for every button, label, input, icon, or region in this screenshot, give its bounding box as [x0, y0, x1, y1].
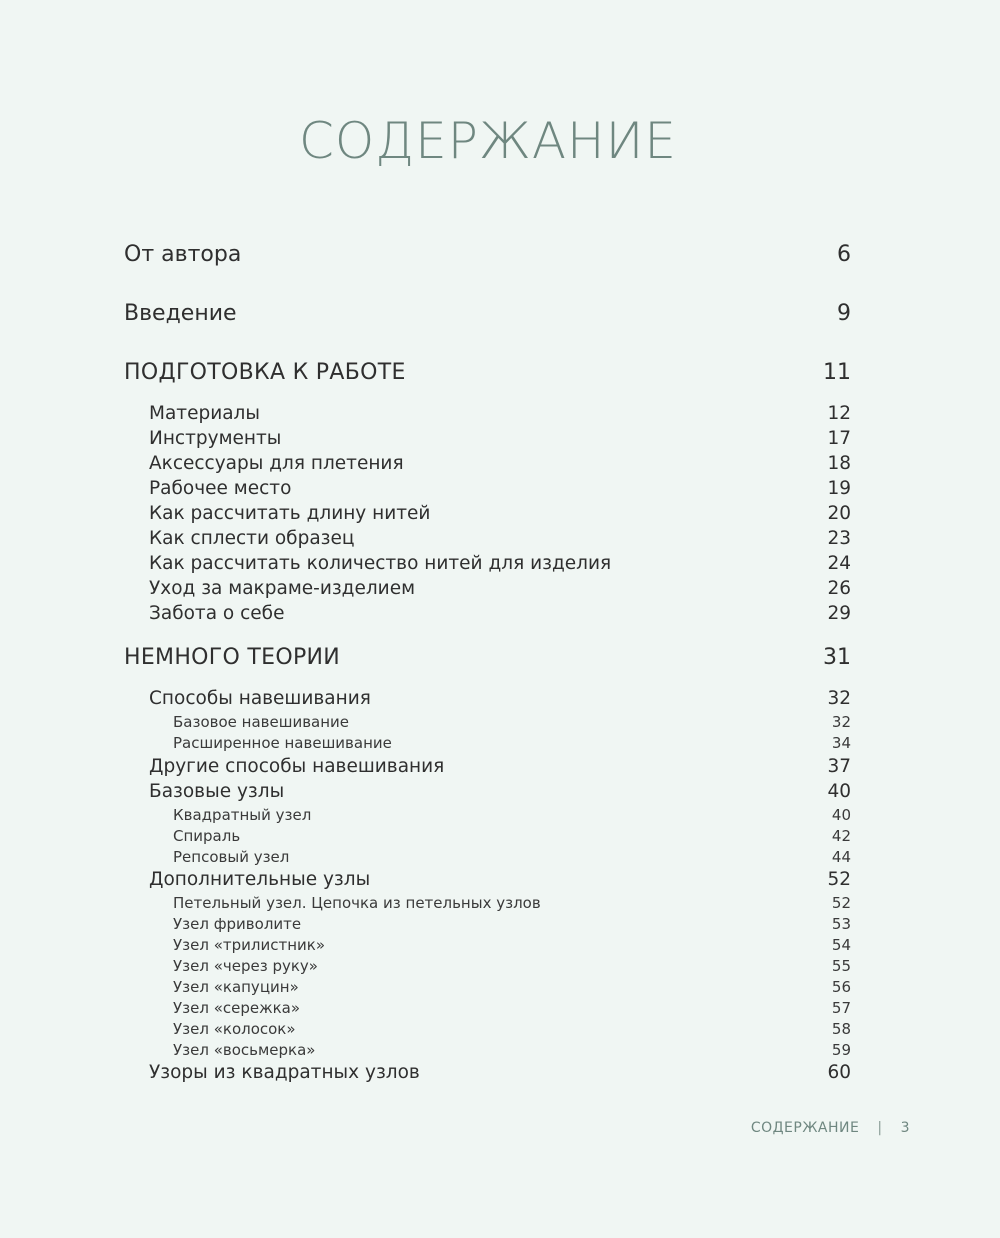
toc-entry-other-hanging[interactable] — [149, 756, 851, 781]
toc-entry-page: 17 — [827, 428, 851, 449]
toc-entry-page: 26 — [827, 578, 851, 599]
toc-entry-label: Узоры из квадратных узлов — [149, 1062, 420, 1083]
toc-entry[interactable] — [149, 453, 851, 478]
toc-entry-extra-knots[interactable] — [149, 869, 851, 894]
toc-subentry-page: 57 — [831, 999, 851, 1017]
toc-subentry-label: Узел фриволите — [173, 915, 302, 933]
toc-entry-author[interactable] — [124, 242, 851, 274]
footer-separator: | — [877, 1120, 883, 1136]
toc-entry-label: Как рассчитать длину нитей — [149, 503, 431, 524]
toc-entry-label: Аксессуары для плетения — [149, 453, 404, 474]
toc-subentry-page: 54 — [831, 936, 851, 954]
toc-subentry[interactable] — [173, 999, 851, 1020]
page-footer — [751, 1120, 910, 1136]
footer-section-title: СОДЕРЖАНИЕ — [750, 1120, 860, 1136]
toc-subentry-page: 52 — [831, 894, 851, 912]
toc-entry-label: Уход за макраме-изделием — [149, 578, 416, 599]
toc-subentry-page: 53 — [831, 915, 851, 933]
toc-subentry[interactable] — [173, 734, 851, 755]
toc-entry-page: 40 — [827, 781, 851, 802]
toc-entry-label: Инструменты — [149, 428, 282, 449]
toc-entry-label: Как сплести образец — [149, 528, 355, 549]
toc-subentry-page: 44 — [831, 848, 851, 866]
toc-entry-page: 60 — [827, 1062, 851, 1083]
toc-subentry-label: Петельный узел. Цепочка из петельных узлов — [173, 894, 541, 912]
toc-subentry-page: 55 — [831, 957, 851, 975]
page-title: СОДЕРЖАНИЕ — [299, 112, 677, 170]
toc-subentry[interactable] — [173, 806, 851, 827]
toc-entry[interactable] — [149, 603, 851, 628]
toc-entry[interactable] — [149, 528, 851, 553]
toc-entry-label: Дополнительные узлы — [149, 869, 371, 890]
toc-subentry-label: Узел «восьмерка» — [173, 1041, 316, 1059]
toc-entry-page: 18 — [827, 453, 851, 474]
toc-entry-label: Материалы — [149, 403, 260, 424]
toc-subentry-page: 56 — [831, 978, 851, 996]
toc-entry-page: 37 — [827, 756, 851, 777]
toc-entry-hanging[interactable] — [149, 688, 851, 713]
toc-entry-label: Рабочее место — [149, 478, 292, 499]
footer-page-number: 3 — [900, 1120, 910, 1136]
toc-entry-label: Другие способы навешивания — [149, 756, 445, 777]
toc-entry-page: 52 — [827, 869, 851, 890]
toc-subentry[interactable] — [173, 957, 851, 978]
toc-entry[interactable] — [149, 478, 851, 503]
toc-subentry[interactable] — [173, 713, 851, 734]
toc-subentry-label: Квадратный узел — [173, 806, 312, 824]
toc-entry-intro[interactable] — [124, 301, 851, 333]
toc-entry-label: Как рассчитать количество нитей для изделия — [149, 553, 612, 574]
toc-entry-label: Введение — [124, 301, 237, 326]
toc-subentry[interactable] — [173, 915, 851, 936]
toc-subentry-page: 32 — [831, 713, 851, 731]
toc-section-prep[interactable] — [124, 360, 851, 392]
toc-subentry[interactable] — [173, 1041, 851, 1062]
toc-section-theory[interactable] — [124, 645, 851, 677]
toc-subentry[interactable] — [173, 978, 851, 999]
toc-subentry[interactable] — [173, 1020, 851, 1041]
toc-section-label: НЕМНОГО ТЕОРИИ — [124, 645, 341, 670]
toc-entry-page: 9 — [837, 301, 851, 326]
toc-entry-page: 6 — [837, 242, 851, 267]
toc-entry[interactable] — [149, 503, 851, 528]
toc-entry-label: Базовые узлы — [149, 781, 285, 802]
toc-section-page: 31 — [823, 645, 851, 670]
toc-subentry-page: 42 — [831, 827, 851, 845]
toc-entry[interactable] — [149, 403, 851, 428]
toc-entry-label: Способы навешивания — [149, 688, 371, 709]
toc-entry-basic-knots[interactable] — [149, 781, 851, 806]
toc-entry-square-patterns[interactable] — [149, 1062, 851, 1087]
toc-subentry-page: 40 — [831, 806, 851, 824]
toc-subentry[interactable] — [173, 848, 851, 869]
toc-entry-page: 19 — [827, 478, 851, 499]
toc-entry-page: 23 — [827, 528, 851, 549]
toc-entry-label: Забота о себе — [149, 603, 285, 624]
toc-subentry-page: 59 — [831, 1041, 851, 1059]
toc-entry-page: 24 — [827, 553, 851, 574]
toc-subentry-label: Расширенное навешивание — [173, 734, 392, 752]
toc-subentry[interactable] — [173, 827, 851, 848]
toc-subentry-label: Узел «капуцин» — [173, 978, 299, 996]
toc-subentry-label: Базовое навешивание — [173, 713, 350, 731]
toc-subentry-label: Узел «через руку» — [173, 957, 318, 975]
toc-subentry-label: Репсовый узел — [173, 848, 290, 866]
toc-subentry-page: 34 — [831, 734, 851, 752]
toc-entry-page: 29 — [827, 603, 851, 624]
toc-subentry[interactable] — [173, 936, 851, 957]
toc-subentry[interactable] — [173, 894, 851, 915]
toc-entry-page: 12 — [827, 403, 851, 424]
toc-subentry-page: 58 — [831, 1020, 851, 1038]
toc-subentry-label: Узел «сережка» — [173, 999, 301, 1017]
toc-entry[interactable] — [149, 428, 851, 453]
toc-entry[interactable] — [149, 553, 851, 578]
toc-subentry-label: Узел «колосок» — [173, 1020, 296, 1038]
toc-section-page: 11 — [823, 360, 851, 385]
toc-subentry-label: Узел «трилистник» — [173, 936, 325, 954]
toc-subentry-label: Спираль — [173, 827, 241, 845]
toc-entry-page: 32 — [827, 688, 851, 709]
toc-entry[interactable] — [149, 578, 851, 603]
toc-section-label: ПОДГОТОВКА К РАБОТЕ — [124, 360, 406, 385]
toc-entry-label: От автора — [124, 242, 242, 267]
toc-entry-page: 20 — [827, 503, 851, 524]
